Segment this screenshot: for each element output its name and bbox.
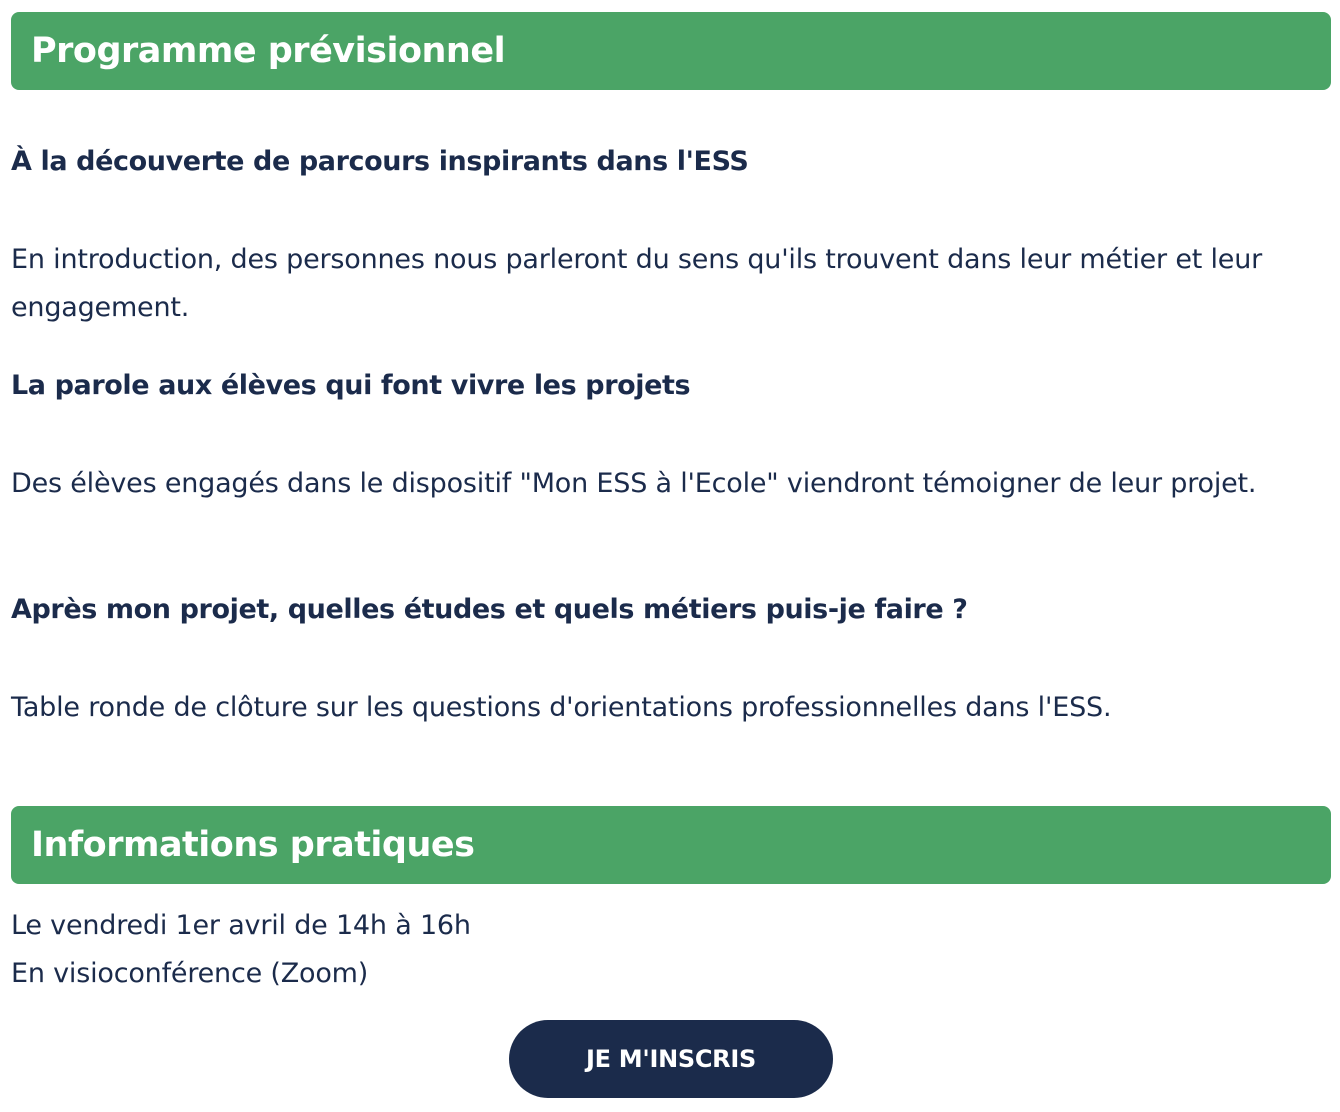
programme-header [11, 12, 1331, 90]
infos-header-title: Informations pratiques [31, 825, 475, 865]
programme-item-description: En introduction, des personnes nous parleront du sens qu'ils trouvent dans leur métier et leur engagement. [11, 244, 1263, 323]
register-button[interactable]: JE M'INSCRIS [509, 1020, 833, 1098]
programme-header-title: Programme prévisionnel [31, 31, 506, 71]
programme-item-description: Des élèves engagés dans le dispositif "Mon ESS à l'Ecole" viendront témoigner de leur projet. [11, 468, 1257, 499]
infos-header [11, 806, 1331, 884]
event-date: Le vendredi 1er avril de 14h à 16h [11, 910, 471, 941]
event-location: En visioconférence (Zoom) [11, 958, 369, 989]
programme-item-title: Après mon projet, quelles études et quels métiers puis-je faire ? [11, 594, 968, 625]
programme-item-title: La parole aux élèves qui font vivre les projets [11, 370, 691, 401]
programme-item-description: Table ronde de clôture sur les questions d'orientations professionnelles dans l'ESS. [11, 692, 1112, 723]
programme-item-title: À la découverte de parcours inspirants dans l'ESS [11, 146, 749, 177]
